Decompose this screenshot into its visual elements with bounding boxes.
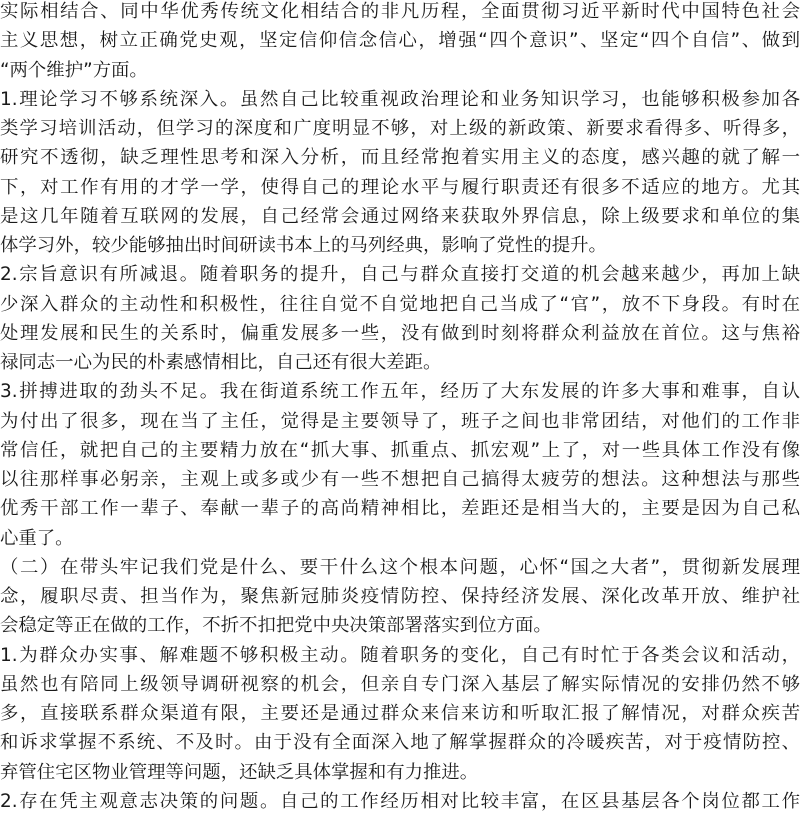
text-line: 1.为群众办实事、解难题不够积极主动。随着职务的变化，自己有时忙于各类会议和活动，	[0, 644, 800, 666]
text-line: 以往那样事必躬亲，主观上或多或少有一些不想把自己搞得太疲劳的想法。这种想法与那些	[0, 469, 800, 490]
text-line: 1.理论学习不够系统深入。虽然自己比较重视政治理论和业务知识学习，也能够积极参加各	[0, 88, 800, 110]
text-line: 2.宗旨意识有所减退。随着职务的提升，自己与群众直接打交道的机会越来越少，再加上缺	[0, 264, 800, 286]
text-line: “两个维护”方面。	[0, 59, 148, 81]
text-line: 3.拼搏进取的劲头不足。我在街道系统工作五年，经历了大东发展的许多大事和难事，自认	[0, 381, 800, 403]
text-line: 优秀干部工作一辈子、奉献一辈子的高尚精神相比，差距还是相当大的，主要是因为自己私	[0, 498, 800, 520]
text-line: 和诉求掌握不系统、不及时。由于没有全面深入地了解掌握群众的冷暖疾苦，对于疫情防控、	[0, 732, 800, 754]
text-line: 实际相结合、同中华优秀传统文化相结合的非凡历程，全面贯彻习近平新时代中国特色社会	[0, 1, 800, 22]
text-line: 会稳定等正在做的工作，不折不扣把党中央决策部署落实到位方面。	[0, 615, 552, 637]
text-line: 为付出了很多，现在当了主任，觉得是主要领导了，班子之间也非常团结，对他们的工作非	[0, 410, 800, 432]
text-line: 虽然也有陪同上级领导调研视察的机会，但亲自专门深入基层了解实际情况的安排仍然不够	[0, 673, 800, 695]
text-line: 下，对工作有用的才学一学，使得自己的理论水平与履行职责还有很多不适应的地方。尤其	[0, 176, 800, 198]
text-line: 念，履职尽责、担当作为，聚焦新冠肺炎疫情防控、保持经济发展、深化改革开放、维护社	[0, 586, 800, 607]
text-line: 心重了。	[0, 527, 74, 549]
text-line: 2.存在凭主观意志决策的问题。自己的工作经历相对比较丰富，在区县基层各个岗位都工作	[0, 790, 800, 812]
text-line: （二）在带头牢记我们党是什么、要干什么这个根本问题，心怀“国之大者”，贯彻新发展理	[0, 556, 800, 578]
text-line: 研究不透彻，缺乏理性思考和深入分析，而且经常抱着实用主义的态度，感兴趣的就了解一	[0, 147, 800, 169]
text-line: 类学习培训活动，但学习的深度和广度明显不够，对上级的新政策、新要求看得多、听得多，	[0, 118, 800, 139]
text-line: 主义思想，树立正确党史观，坚定信仰信念信心，增强“四个意识”、坚定“四个自信”、做到	[0, 30, 800, 52]
text-line: 弃管住宅区物业管理等问题，还缺乏具体掌握和有力推进。	[0, 761, 479, 783]
text-line: 多，直接联系群众渠道有限，主要还是通过群众来信来访和听取汇报了解情况，对群众疾苦	[0, 703, 800, 724]
text-line: 常信任，就把自己的主要精力放在“抓大事、抓重点、抓宏观”上了，对一些具体工作没有像	[0, 439, 800, 461]
text-line: 禄同志一心为民的朴素感情相比，自己还有很大差距。	[0, 352, 442, 373]
text-line: 少深入群众的主动性和积极性，往往自觉不自觉地把自己当成了“官”，放不下身段。有时在	[0, 293, 800, 315]
text-line: 体学习外，较少能够抽出时间研读书本上的马列经典，影响了党性的提升。	[0, 235, 607, 256]
text-line: 是这几年随着互联网的发展，自己经常会通过网络来获取外界信息，除上级要求和单位的集	[0, 205, 800, 227]
text-line: 处理发展和民生的关系时，偏重发展多一些，没有做到时刻将群众利益放在首位。这与焦裕	[0, 322, 800, 344]
